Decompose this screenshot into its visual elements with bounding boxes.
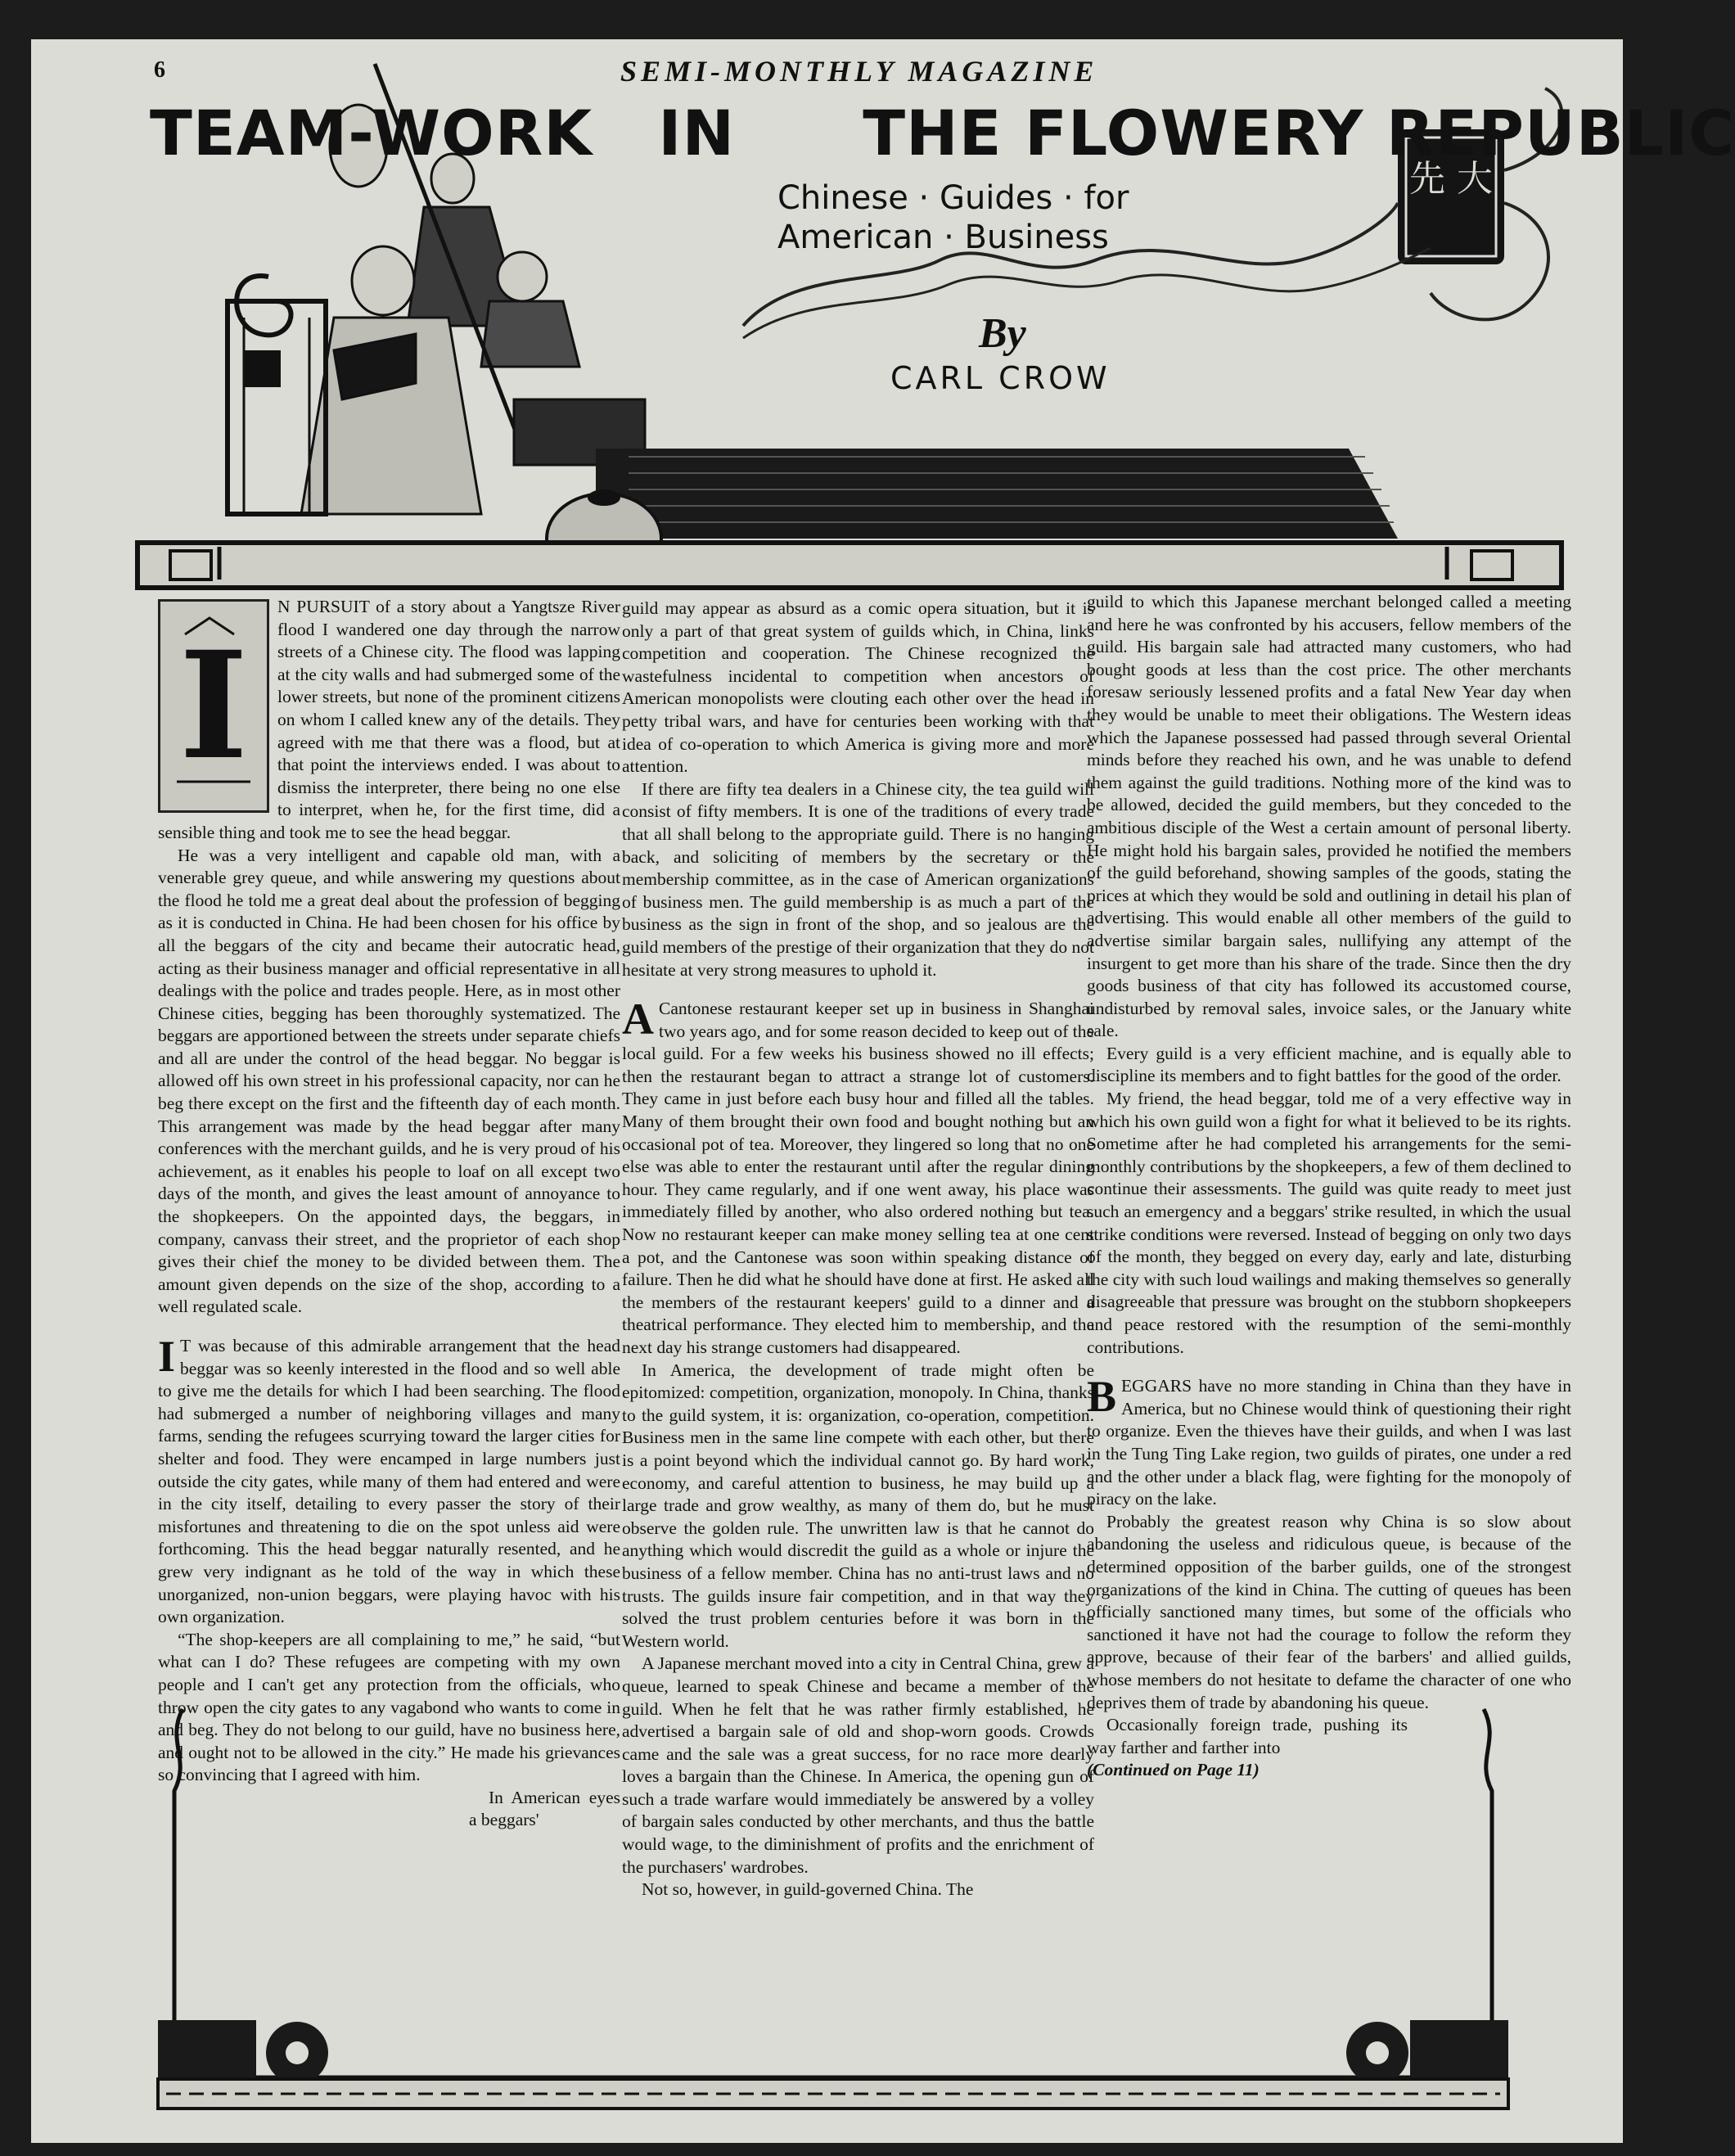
section-cap: B: [1087, 1372, 1117, 1422]
paragraph: [158, 1332, 620, 1629]
paragraph: [622, 995, 1094, 1360]
headline-right: THE FLOWERY REPUBLIC: [863, 97, 1735, 169]
paragraph: In American eyes a beggars': [469, 1787, 620, 1830]
headline-in: IN: [658, 97, 736, 169]
subtitle: [777, 178, 1129, 257]
paragraph: [158, 1629, 620, 1787]
paragraph: If there are fifty tea dealers in a Chinese city, the tea guild will consist of fifty members. It is one of the traditions of every trade that all shall belong to the appropriate guild. There is no hanging back, and soliciting of members by the secretary or the membership committee, as in the case of American organizations of business men. The guild membership is as much a part of the business as the sign in front of the shop, and so jealous are the guild members of the prestige of their organization that they do not hesitate at very strong measures to uphold it.: [622, 778, 1094, 980]
subtitle-line-1: Chinese · Guides · for: [777, 179, 1129, 217]
paragraph: guild to which this Japanese merchant belonged called a meeting and here he was confronted by his accusers, fellow members of the guild. His bargain sale had attracted many customers, who had bought goods at less than the cost price. The other merchants foresaw seriously lessened profits and a fatal New Year day when they would be unable to meet their obligations. The Western ideas which the Japanese possessed had passed through several Oriental minds before they reached his own, and he was unable to defend them against the guild traditions. Nothing more of the kind was to be allowed, decided the guild members, but they conceded to the ambitious disciple of the West a certain amount of personal liberty. He might hold his bargain sales, provided he notified the members of the guild beforehand, showing samples of the goods, stating the prices at which they would be sold and outlining in detail his plan of advertising. This would enable all other members of the guild to advertise similar bargain sales, nullifying any attempt of the insurgent to get more than his share of the trade. Since then the dry goods business of that city has followed its accustomed course, undisturbed by removal sales, invoice sales, or the January white sale.: [1087, 592, 1571, 1041]
paragraph-text: EGGARS have no more standing in China than they have in America, but no Chinese would think of questioning their right to organize. Even the thieves have their guilds, and when I was last in the Tung Ting Lake region, two guilds of pirates, one under a red and the other under a black flag, were fighting for the monopoly of piracy on the lake.: [1087, 1376, 1571, 1509]
paragraph-text: T was because of this admirable arrangement that the head beggar was so keenly interested in the flood and so well able to give me the details for which I had been searching. The flood had submerged a number of neighboring villages and many farms, sending the refugees scurrying toward the larger cities for shelter and food. They were encamped in large numbers just outside the city gates, while many of them had entered and were in the city itself, detailing to every passer the story of their misfortunes and threatening to die on the spot unless aid were forthcoming. This the head beggar naturally resented, and he grew very indignant as he told of the way in which these unorganized, non-union beggars, were playing havoc with his own organization.: [158, 1336, 620, 1627]
seal-text: 明 先 大 止: [1362, 158, 1540, 200]
section-cap: A: [622, 995, 654, 1044]
magazine-page: [31, 39, 1735, 2143]
article-column-1: [158, 596, 620, 1832]
page-number: 6: [154, 57, 165, 83]
headline-left: TEAM-WORK: [150, 97, 593, 169]
paragraph-text: N PURSUIT of a story about a Yangtsze River flood I wandered one day through the narrow streets of a Chinese city. The flood was lapping at the city walls and had submerged some of the lower streets, but none of the prominent citizens on whom I called knew any of the details. They agreed with me that there was a flood, but at that point the interviews ended. I was about to dismiss the interpreter, there being no one else to interpret, when he, for the first time, did a sensible thing and took me to see the head beggar.: [158, 597, 620, 842]
drop-cap-letter: I: [178, 620, 249, 792]
paragraph-text: Cantonese restaurant keeper set up in business in Shanghai two years ago, and for some reason decided to keep out of the local guild. For a few weeks his business showed no ill effects; then the restaurant began to attract a strange lot of customers. They came in just before each busy hour and filled all the tables. Many of them brought their own food and bought nothing but an occasional pot of tea. Moreover, they lingered so long that no one else was able to enter the restaurant until after the regular dining hour. They came regularly, and if one went away, his place was immediately filled by another, who also ordered nothing but tea. Now no restaurant keeper can make money selling tea at one cent a pot, and the Cantonese was soon within speaking distance of failure. Then he did what he should have done at first. He asked all the members of the restaurant keepers' guild to a dinner and a theatrical performance. They elected him to membership, and the next day his strange customers had disappeared.: [622, 999, 1094, 1357]
section-cap: I: [158, 1332, 176, 1381]
paragraph: [158, 596, 620, 845]
byline-by: By: [979, 310, 1026, 357]
subtitle-line-2: American · Business: [777, 219, 1109, 256]
paragraph-text: “The shop-keepers are all complaining to me,” he said, “but what can I do? These refugees are competing with my own people and I can't get any protection from the officials, who throw open the city gates to any vagabond who wants to come in and beg. They do not belong to our guild, have no business here, and ought not to be allowed in the city.” He made his grievances so convincing that I agreed with him.: [158, 1629, 620, 1785]
headline: [150, 97, 1735, 169]
paragraph: Occasionally foreign trade, pushing its way farther and farther into: [1087, 1715, 1408, 1757]
paragraph: In America, the development of trade might often be epitomized: competition, organization, monopoly. In China, thanks to the guild system, it is: organization, co-operation, competition. Business men in the same line compete with each other, but there is a point beyond which the individual cannot go. By hard work, economy, and careful attention to business, he may build up a large trade and grow wealthy, as many of them do, but he must observe the golden rule. The unwritten law is that he cannot do anything which would discredit the guild as a whole or injure the business of a fellow member. China has no anti-trust laws and no trusts. The guilds insure fair competition, and in that way they solved the trust problem centuries before it was born in the Western world.: [622, 1360, 1094, 1651]
paragraph: Not so, however, in guild-governed China. The: [642, 1879, 974, 1900]
paragraph: A Japanese merchant moved into a city in Central China, grew a queue, learned to speak Chinese and became a member of the guild. When he felt that he was rather firmly established, he advertised a bargain sale of old and shop-worn goods. Crowds came and the sale was a great success, for no race more dearly loves a bargain than the Chinese. In America, the opening gun of such a trade warfare would immediately be answered by a volley of bargain sales conducted by other merchants, and thus the battle would wage, to the diminishment of profits and the enrichment of the purchasers' wardrobes.: [622, 1653, 1094, 1877]
article-column-2: [622, 598, 1094, 1901]
paragraph: Every guild is a very efficient machine, and is equally able to discipline its members and to fight battles for the good of the order.: [1087, 1043, 1571, 1086]
continued-note: (Continued on Page 11): [1087, 1760, 1260, 1780]
paragraph: He was a very intelligent and capable old man, with a venerable grey queue, and while answering my questions about the flood he told me a great deal about the profession of begging as it is conducted in China. He had been chosen for his office by all the beggars of the city and became their autocratic head, acting as their business manager and official representative in all dealings with the police and trades people. Here, as in most other Chinese cities, begging has been thoroughly systematized. The beggars are apportioned between the streets under separate chiefs and all are under the control of the head beggar. No beggar is allowed off his own street in his professional capacity, nor can he beg there except on the first and the fifteenth day of each month. This arrangement was made by the head beggar after many conferences with the merchant guilds, and he is very proud of his achievement, as it enables his people to loaf on all except two days of the month, and gives the least amount of annoyance to the shopkeepers. On the appointed days, the beggars, in company, canvass their street, and the proprietor of each shop gives their chief the money to be divided between them. The amount given depends on the size of the shop, according to a well regulated scale.: [158, 845, 620, 1317]
running-head: SEMI-MONTHLY MAGAZINE: [620, 55, 1098, 88]
paragraph: Probably the greatest reason why China is so slow about abandoning the useless and ridiculous queue, is because of the determined opposition of the barber guilds, one of the strongest organizations of the kind in China. The cutting of queues has been officially sanctioned many times, but some of the officials who sanctioned it have not had the courage to follow the reform they approve, because of their fear of the barbers' and allied guilds, whose members do not hesitate to defame the character of one who deprives them of trade by abandoning his queue.: [1087, 1511, 1571, 1712]
drop-cap-illuminated: [158, 599, 269, 813]
paragraph: My friend, the head beggar, told me of a very effective way in which his own guild won a fight for what it believed to be its rights. Sometime after he had completed his arrangements for the semi-monthly contributions by the shopkeepers, a few of them declined to continue their assessments. The guild was quite ready to meet just such an emergency and a beggars' strike resulted, in which the usual strike conditions were reversed. Instead of begging on only two days of the month, they begged on every day, early and late, disturbing the city with such loud wailings and making themselves so generally disagreeable that pressure was brought on the stubborn shopkeepers and peace restored with the resumption of the semi-monthly contributions.: [1087, 1089, 1571, 1357]
paragraph: [1087, 1372, 1571, 1511]
paragraph: guild may appear as absurd as a comic opera situation, but it is only a part of that great system of guilds which, in China, links competition and cooperation. The Chinese recognized the wastefulness incidental to competition when ancestors of American monopolists were clouting each other over the head in petty tribal wars, and have for centuries been working with that idea of co-operation to which America is giving more and more attention.: [622, 598, 1094, 777]
article-column-3: [1087, 591, 1571, 1782]
author-name: CARL CROW: [890, 360, 1111, 396]
